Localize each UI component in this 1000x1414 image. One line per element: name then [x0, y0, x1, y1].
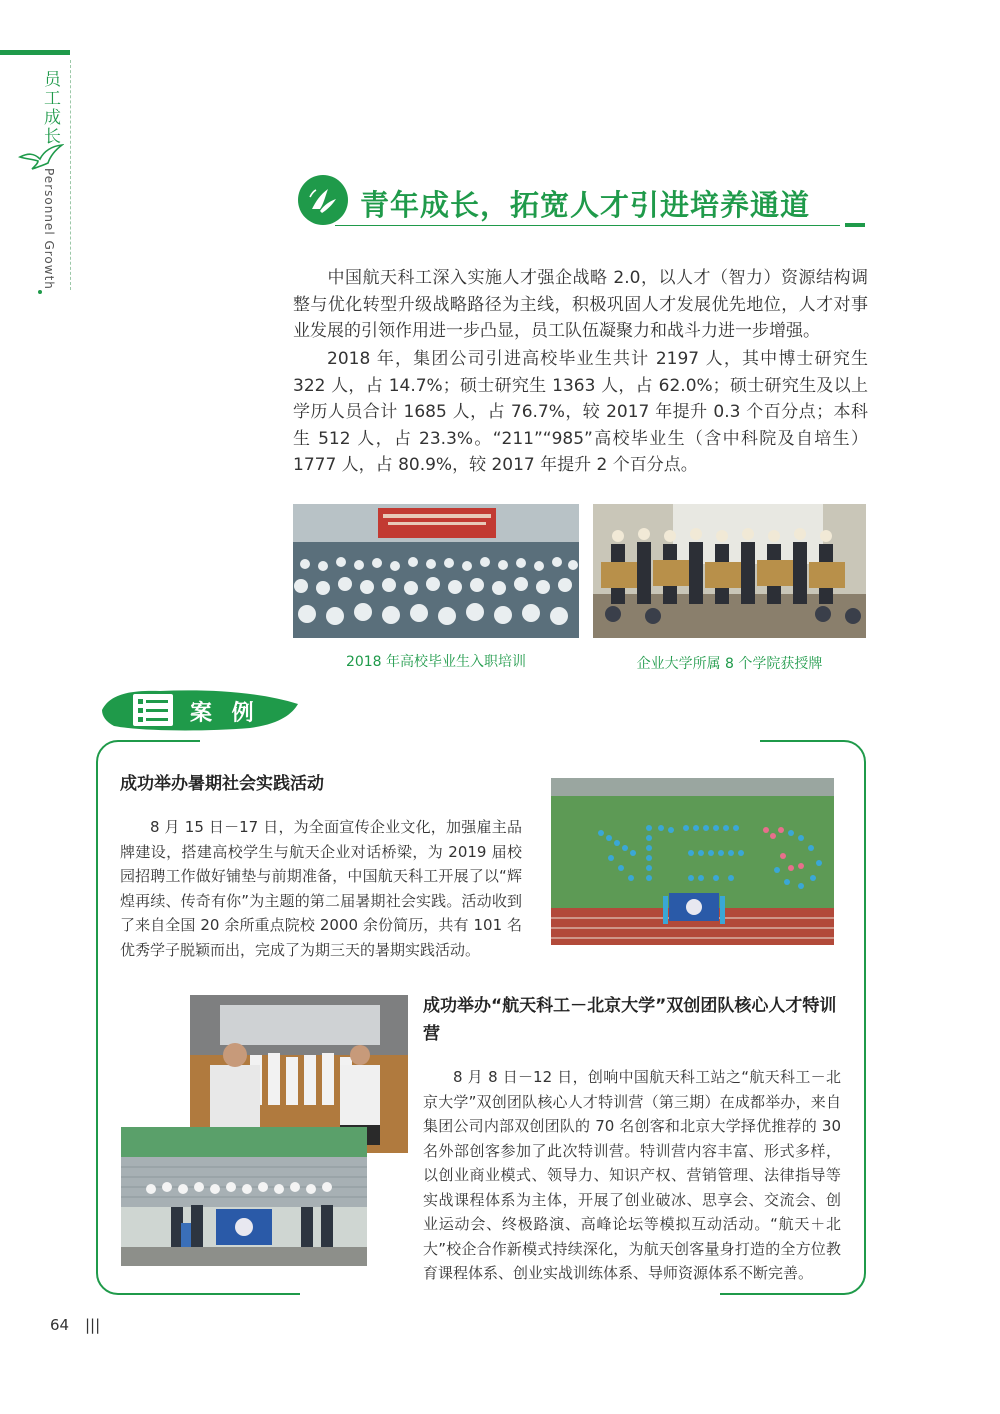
case-label: 案 例 [190, 701, 260, 726]
photo-orientation-training [293, 504, 579, 638]
leaf-bird-icon [298, 175, 348, 225]
section-badge [298, 175, 348, 225]
paragraph-1 [293, 265, 868, 345]
photo-2-caption: 企业大学所属 8 个学院获授牌 [636, 656, 823, 672]
side-divider [70, 60, 71, 290]
case-1-title: 成功举办暑期社会实践活动 [120, 774, 324, 794]
section-title: 青年成长，拓宽人才引进培养通道 [360, 188, 811, 222]
title-underline [335, 225, 840, 226]
case-box-gap-bottom [300, 1290, 720, 1300]
bird-icon [18, 143, 64, 171]
paragraph-2-text: 2018 年，集团公司引进高校毕业生共计 2197 人，其中博士研究生 322 人，占 14.7%；硕士研究生 1363 人，占 62.0%；硕士研究生及以上学历人员合计 1685 人，占 76.7%，较 2017 年提升 0.3 个百分点；本科生 512 人，占 23.3%。“211”“985”高校毕业生（含中科院及自培生）1777 人，占 80.9%，较 2017 年提升 2 个百分点。 [293, 349, 868, 475]
paragraph-1-text: 中国航天科工深入实施人才强企战略 2.0，以人才（智力）资源结构调整与优化转型升级战略路径为主线，积极巩固人才发展优先地位，人才对事业发展的引领作用进一步凸显，员工队伍凝聚力和战斗力进一步增强。 [293, 268, 868, 341]
case-1-body-text: 8 月 15 日－17 日，为全面宣传企业文化，加强雇主品牌建设，搭建高校学生与航天企业对话桥梁，为 2019 届校园招聘工作做好铺垫与前期准备，中国航天科工开展了以“辉煌再续、传奇有你”为主题的第二届暑期社会实践。活动收到了来自全国 20 余所重点院校 2000 余份简历，共有 101 名优秀学子脱颖而出，完成了为期三天的暑期实践活动。 [120, 818, 522, 959]
photo-plaque-award [593, 504, 866, 638]
page-mark: ||| [85, 1316, 101, 1334]
page-number: 64 [50, 1316, 70, 1334]
case-2-body-text: 8 月 8 日－12 日，创响中国航天科工站之“航天科工－北京大学”双创团队核心人才特训营（第三期）在成都举办，来自集团公司内部双创团队的 70 名创客和北京大学择优推荐的 30 名外部创客参加了此次特训营。特训营内容丰富、形式多样，以创业商业模式、领导力、知识产权、营销管理、法律指导等实战课程体系为主体，开展了创业破冰、思享会、交流会、创业运动会、终极路演、高峰论坛等模拟互动活动。“航天＋北大”校企合作新模式持续深化，为航天创客量身打造的全方位教育课程体系、创业实战训练体系、导师资源体系不断完善。 [423, 1068, 841, 1282]
photo-training-camp-group [121, 1127, 367, 1266]
title-underline-end [845, 223, 865, 227]
case-box-gap-top [200, 736, 760, 746]
case-2-title: 成功举办“航天科工－北京大学”双创团队核心人才特训营 [423, 996, 837, 1044]
side-accent-bar [0, 50, 70, 55]
photo-summer-practice [551, 778, 834, 945]
paragraph-2 [293, 346, 868, 479]
side-dot [38, 290, 42, 294]
case-1-body [120, 815, 522, 962]
case-list-icon [132, 692, 174, 728]
side-title-en: Personnel Growth [42, 168, 56, 290]
case-2-body [423, 1065, 841, 1286]
side-title-cn: 员工成长 [40, 70, 60, 146]
photo-1-caption: 2018 年高校毕业生入职培训 [345, 654, 527, 670]
